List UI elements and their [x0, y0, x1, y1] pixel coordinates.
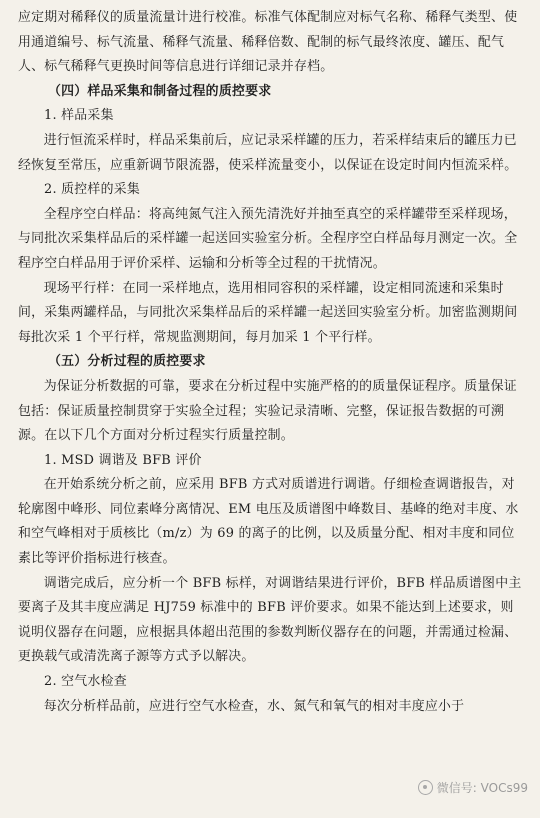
body-paragraph: 进行恒流采样时，样品采集前后，应记录采样罐的压力，若采样结束后的罐压力已经恢复至常压，应重新调节限流器，使采样流量变小，以保证在设定时间内恒流采样。 — [18, 132, 518, 173]
body-paragraph: 全程序空白样品：将高纯氮气注入预先清洗好并抽至真空的采样罐带至采样现场，与同批次采集样品后的采样罐一起送回实验室分析。全程序空白样品每月测定一次。全程序空白样品用于评价采样、运输和分析等全过程的干扰情况。 — [18, 206, 518, 271]
body-paragraph: 应定期对稀释仪的质量流量计进行校准。标准气体配制应对标气名称、稀释气类型、使用通道编号、标气流量、稀释气流量、稀释倍数、配制的标气最终浓度、罐压、配气人、标气稀释气更换时间等信息进行详细记录并存档。 — [18, 10, 518, 75]
body-paragraph: 调谐完成后，应分析一个 BFB 标样，对调谐结果进行评价，BFB 样品质谱图中主要离子及其丰度应满足 HJ759 标准中的 BFB 评价要求。如果不能达到上述要求，则说明仪器存在问题，应根据具体超出范围的参数判断仪器存在的问题，并需通过检漏、更换载气或清洗离子源等方式予以解决。 — [18, 575, 522, 665]
section-heading: （五）分析过程的质控要求 — [48, 354, 206, 370]
body-paragraph: 为保证分析数据的可靠，要求在分析过程中实施严格的的质量保证程序。质量保证包括：保证质量控制贯穿于实验全过程；实验记录清晰、完整，保证报告数据的可溯源。在以下几个方面对分析过程实行质量控制。 — [18, 378, 517, 444]
body-paragraph: 每次分析样品前，应进行空气水检查，水、氮气和氧气的相对丰度应小于 — [43, 698, 465, 714]
body-paragraph: 现场平行样：在同一采样地点，选用相同容积的采样罐，设定相同流速和采集时间，采集两罐样品，与同批次采集样品后的采样罐一起送回实验室分析。加密监测期间每批次采 1 个平行样，常规监测期间，每月加采 1 个平行样。 — [18, 280, 518, 345]
subsection-heading: 1. MSD 调谐及 BFB 评价 — [44, 452, 202, 468]
watermark — [418, 779, 528, 796]
body-paragraph: 在开始系统分析之前，应采用 BFB 方式对质谱进行调谐。仔细检查调谐报告，对轮廓图中峰形、同位素峰分离情况、EM 电压及质谱图中峰数目、基峰的绝对丰度、水和空气峰相对于质核比（m/z）为 69 的离子的比例，以及质量分配、相对丰度和同位素比等评价指标进行核查。 — [18, 477, 519, 567]
subsection-heading: 2. 空气水检查 — [44, 674, 127, 690]
subsection-heading: 1. 样品采集 — [44, 108, 114, 124]
wechat-icon — [418, 780, 433, 795]
subsection-heading: 2. 质控样的采集 — [44, 182, 140, 198]
watermark-text: 微信号: VOCs99 — [436, 781, 528, 795]
section-heading: （四）样品采集和制备过程的质控要求 — [48, 83, 272, 99]
